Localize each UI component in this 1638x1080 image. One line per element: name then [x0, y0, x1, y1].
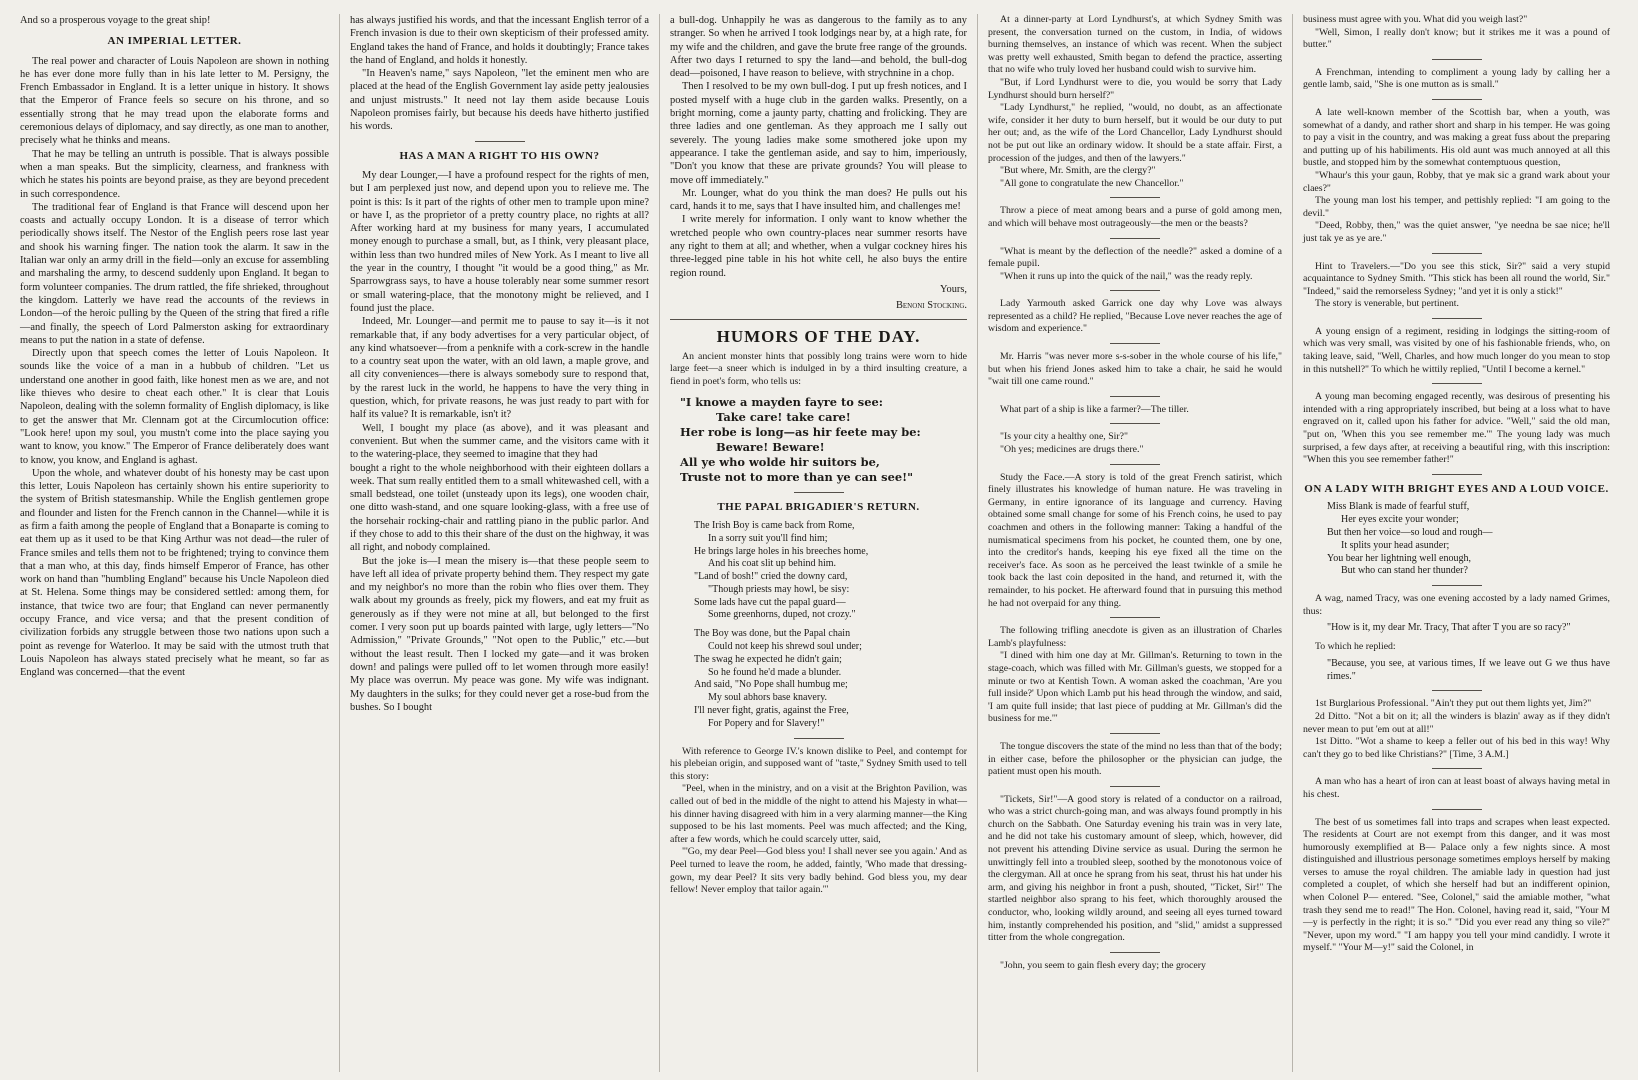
paragraph: "Tickets, Sir!"—A good story is related of a conductor on a railroad, who was a strict church-going man, and was always found promptly in his church on the Sabbath. One Saturday evening his train was in very late, and he did not take his customary amount of sleep, which, however, did not prevent his attending Divine service as usual. During the sermon he unwittingly fell into a troubled sleep, soothed by the monotonous voice of the clergyman. All at once he sprang from his seat, thrust his hat under his arm, and giving his neighbor in front a push, shouted, "Ticket, Sir!" The startled neighbor also sprang to his feet, which thoroughly aroused the conductor, who, looking wildly around, and seeing all eyes turned toward him, instantly comprehended his position, and "slid," amidst a suppressed titter from the whole congregation.: [988, 793, 1282, 944]
verse-line: And said, "No Pope shall humbug me;: [694, 679, 848, 691]
paragraph: I write merely for information. I only want to know whether the wretched people who own country-places near summer resorts have any right to them at all; and whether, when a vulgar cockney hires his three-legged pine table in his hot white cell, he also buys the entire region round.: [670, 214, 967, 279]
section-rule: [1432, 99, 1482, 100]
paragraph: Indeed, Mr. Lounger—and permit me to pause to say it—is it not remarkable that, if any body advertises for a very particular object, of any kind whatsoever—from a penknife with a cork-screw in the handle to a country seat upon the water, with an old lawn, a maple grove, and all city conveniences—there is always somebody sure to respond that, by the rarest luck in the world, he happens to have the very thing in question, which, for private reasons, he was just ready to part with for half its value? It is remarkable, isn't it?: [350, 316, 649, 421]
verse-line: My soul abhors base knavery.: [708, 692, 828, 704]
column-3: [660, 14, 978, 1072]
paragraph: "Whaur's this your gaun, Robby, that ye mak sic a grand wark about your claes?": [1303, 169, 1610, 194]
verse-line: In a sorry suit you'll find him;: [708, 532, 828, 544]
verse-line: For Popery and for Slavery!": [708, 717, 825, 729]
paragraph: "Oh yes; medicines are drugs there.": [1000, 444, 1144, 456]
paragraph: Directly upon that speech comes the letter of Louis Napoleon. It sounds like the voice of a man in a hubbub of children. "Let us understand one another in good faith, like honest men as we are, and not like thieves who desire to cheat each other." It is clear that Louis Napoleon, dealing with the solemn formality of English diplomacy, is like to get the answer that Mr. Clennam got at the Circumlocution office: "Look here! upon my soul, you mustn't come into the place saying you want to know, you know." The Emperor of France deliberately does want to know, you know, and England is aghast.: [20, 348, 329, 466]
verse-line: Truste not to more than ye can see!": [680, 469, 914, 484]
paragraph: Lady Yarmouth asked Garrick one day why Love was always represented as a child? He replied, "Because Love never reaches the age of wisdom and experience.": [988, 298, 1282, 335]
verse-line: All ye who wolde hir suitors be,: [680, 454, 880, 469]
paragraph: My dear Lounger,—I have a profound respect for the rights of men, but I am perplexed just now, and depend upon you to relieve me. The point is this: Is it part of the rights of other men to trample upon mine? or have I, as the proprietor of a pretty country place, no rights at all? After working hard at my business for many years, I accumulated money enough to purchase a small, but, as I think, very pleasant place, within less than two hundred miles of New York. As I meant to live all the year in the country, I thought "it would be a good thing," as Mr. Sparrowgrass says, to have a house tolerably near some summer resort or small watering-place, that the monotony might be relieved, and I found just the place.: [350, 169, 649, 314]
papal-verse-stanza-2: [694, 628, 967, 730]
paragraph: Then I resolved to be my own bull-dog. I put up fresh notices, and I posted myself with a huge club in the garden walks. Presently, on a bright morning, come a jaunty party, chatting and frolicking. They are three ladies and one gentleman. As they approach me I sally out severely. The young ladies make some smothered joke upon my appearance. I take the gentleman aside, and say to him, imperiously, "Don't you know that these are private grounds? You will please to move off immediately.": [670, 81, 967, 186]
paragraph: The story is venerable, but pertinent.: [1315, 298, 1459, 310]
verse-line: The swag he expected he didn't gain;: [694, 653, 842, 665]
paragraph: A young man becoming engaged recently, was desirous of presenting his intended with a ring appropriately inscribed, but being at a loss what to have engraved on it, called upon his father for advice. "Well," said the old man, "put on, 'When this you see remember me.'" The young lady was much surprised, a few days after, at receiving a beautiful ring, with this inscription: "When this you see remember father!": [1303, 391, 1610, 466]
letter-closing: Yours,: [940, 283, 967, 295]
paragraph: At a dinner-party at Lord Lyndhurst's, at which Sydney Smith was present, the conversation turned on the custom, in India, of widows burning themselves, an instance of which was recent. When the subject was pretty well exhausted, Smith began to defend the practice, asserting that no wife who truly loved her husband could wish to survive him.: [988, 14, 1282, 76]
section-rule: [1432, 690, 1482, 691]
verse-line: "Though priests may howl, be sisy:: [708, 583, 850, 595]
papal-verse-stanza-1: [694, 520, 967, 622]
paragraph: A young ensign of a regiment, residing in lodgings the sitting-room of which was very small, was visited by one of his fashionable friends, who, on taking leave, said, "Well, Charles, and how much longer do you mean to stop in this nutshell?" To which he wittily replied, "Until I become a kernel.": [1303, 325, 1610, 375]
lady-bright-eyes-heading: ON A LADY WITH BRIGHT EYES AND A LOUD VOICE.: [1304, 482, 1609, 495]
section-rule: [1110, 197, 1160, 198]
paragraph: "What is meant by the deflection of the needle?" asked a domine of a female pupil.: [988, 245, 1282, 270]
blackletter-verse: [680, 395, 967, 485]
paragraph: A Frenchman, intending to compliment a young lady by calling her a gentle lamb, said, "She is one mutton as is small.": [1303, 66, 1610, 91]
verse-line: Some greenhorns, duped, not crozy.": [708, 609, 856, 621]
paragraph: has always justified his words, and that the incessant English terror of a French invasion is due to their own skepticism of their professed amity. England takes the hand of France, and holds it doubtingly; France takes the hand of England, and holds it honestly.: [350, 15, 649, 66]
paragraph: With reference to George IV.'s known dislike to Peel, and contempt for his plebeian origin, and supposed want of "taste," Sydney Smith used to tell this story:: [670, 745, 967, 782]
paragraph: "Is your city a healthy one, Sir?": [1000, 431, 1128, 443]
verse-line: "I knowe a mayden fayre to see:: [680, 394, 883, 409]
paragraph: a bull-dog. Unhappily he was as dangerous to the family as to any stranger. So when he arrived I took lodgings near by, at a high rate, for my wife and the children, and gave the brute free range of the grounds. After two days I returned to spy the land—and behold, the bull-dog dead—poisoned, I have reason to believe, with strychnine in a chop.: [670, 15, 967, 80]
section-rule: [1432, 585, 1482, 586]
verse-line: Her robe is long—as hir feete may be:: [680, 424, 921, 439]
section-rule: [1432, 383, 1482, 384]
verse-line: So he found he'd made a blunder.: [708, 666, 842, 678]
paragraph: "Because, you see, at various times, If we leave out G we thus have rimes.": [1327, 657, 1610, 682]
verse-line: The Irish Boy is came back from Rome,: [694, 519, 855, 531]
paragraph: Well, I bought my place (as above), and it was pleasant and convenient. But when the summer came, and the visitors came with it to the watering-place, they seemed to imagine that they had: [350, 422, 649, 461]
section-rule: [670, 319, 967, 320]
verse-line: But who can stand her thunder?: [1341, 565, 1468, 577]
verse-line: Her eyes excite your wonder;: [1341, 514, 1459, 526]
paragraph: "Well, Simon, I really don't know; but it strikes me it was a pound of butter.": [1303, 26, 1610, 51]
paragraph: The real power and character of Louis Napoleon are shown in nothing he has ever done more fully than in his late letter to M. Persigny, the French Embassador in England. It is a letter unique in history. It shows that the Emperor of France feels so secure on his throne, and so essentially strong that he may tread upon the elaborate forms and ceremonious delays of diplomacy, and say directly, as one man to another, precisely what he thinks and means.: [20, 55, 329, 147]
paragraph: But the joke is—I mean the misery is—that these people seem to have left all idea of private property behind them. They respect my gate and my neighbor's no more than the robin who flies over them. They walk about my grounds as freely, pick my flowers, and eat my fruit as generously as if they were not mine at all, but belonged to the first comer. I very soon put up boards painted with large, ugly letters—"No Admission," "Private Grounds," "Not open to the Public," etc.—but without the least result. Then I locked my gate—and it was broken down! and palings were pulled off to let women through more easily! My place was overrun. My peace was gone. My wife was indignant. My daughters in the sulks; for they could never get a rose-bud from the bushes. So I bought: [350, 555, 649, 713]
section-rule: [794, 738, 844, 739]
section-rule: [1432, 768, 1482, 769]
section-rule: [794, 492, 844, 493]
verse-line: Could not keep his shrewd soul under;: [708, 641, 862, 653]
paragraph: The following trifling anecdote is given as an illustration of Charles Lamb's playfulness:: [988, 625, 1282, 649]
paragraph: 2d Ditto. "Not a bit on it; all the winders is blazin' away as if they didn't never mean to put 'em out at all!": [1303, 710, 1610, 735]
paragraph: A wag, named Tracy, was one evening accosted by a lady named Grimes, thus:: [1303, 593, 1610, 617]
paragraph: "How is it, my dear Mr. Tracy, That after T you are so racy?": [1327, 622, 1571, 634]
paragraph: The traditional fear of England is that France will descend upon her coasts and actually occupy London. It is a disease of terror which periodically shows itself. The Nestor of the English peers rose last year and shook his warning finger. The nation took the alarm. It saw in the Italian war only an army drill in the field—only an excuse for assembling and marshaling the army, to descend suddenly upon England. It began to form volunteer companies. The drum rattled, the fife shrieked, throughout the kingdom. Latterly we have read the accounts of the reviews in London—of the heroic pulling by the Queen of the string that fired a rifle—and finally, the speech of Lord Palmerston asking for extraordinary means to put the nation in a state of defense.: [20, 201, 329, 346]
paragraph: The young man lost his temper, and pettishly replied: "I am going to the devil.": [1303, 195, 1610, 219]
verse-line: But then her voice—so loud and rough—: [1327, 527, 1493, 538]
section-rule: [1110, 617, 1160, 618]
verse-line: "Land of bosh!" cried the downy card,: [694, 571, 848, 583]
paragraph: 1st Ditto. "Wot a shame to keep a feller out of his bed in this way! Why can't they go to bed like Christians?" [Time, 3 A.M.]: [1303, 736, 1610, 760]
paragraph: "But, if Lord Lyndhurst were to die, you would be sorry that Lady Lyndhurst should burn herself?": [988, 76, 1282, 101]
column-5: [1293, 14, 1620, 1072]
verse-line: I'll never fight, gratis, against the Free,: [694, 705, 849, 717]
papal-brigadier-heading: THE PAPAL BRIGADIER'S RETURN.: [717, 500, 920, 513]
section-rule: [1432, 474, 1482, 475]
column-2: [340, 14, 660, 1072]
section-rule: [1432, 253, 1482, 254]
paragraph: "Peel, when in the ministry, and on a visit at the Brighton Pavilion, was called out of bed in the middle of the night to attend his Majesty in what—his dinner having disagreed with him in a very alarming manner—the King supposed to be his last moments. Peel was much affected; and the King, after a few words, which he could scarcely utter, said,: [670, 783, 967, 845]
section-rule: [1110, 464, 1160, 465]
right-to-his-own-heading: HAS A MAN A RIGHT TO HIS OWN?: [399, 149, 600, 162]
paragraph: That he may be telling an untruth is possible. That is always possible when a man speaks. But the simplicity, clearness, and frankness with which he states his points are beyond praise, as they are beyond precedent in such correspondence.: [20, 148, 329, 200]
paragraph: "All gone to congratulate the new Chancellor.": [1000, 177, 1184, 189]
section-rule: [1110, 952, 1160, 953]
paragraph: business must agree with you. What did you weigh last?": [1303, 14, 1528, 25]
verse-line: The Boy was done, but the Papal chain: [694, 628, 851, 640]
paragraph: bought a right to the whole neighborhood with their eighteen dollars a week. That sum really entitled them to a small whitewashed cell, with a small bedstead, one toilet (unsteady upon its legs), one wooden chair, one ditto wash-stand, and one square looking-glass, with a free use of the horsehair rocking-chair and rattling piano in the public parlor. And if they chose to add to this their share of the dust on the highway, it was all right, and nobody complained.: [350, 462, 649, 554]
paragraph: The best of us sometimes fall into traps and scrapes when least expected. The residents at Court are not exempt from this danger, and it was most humorously exemplified at B— Palace only a few nights since. A most distinguished and illustrious personage sometimes employs herself by making verses to amuse the royal children. The amiable lady in question had just completed a couplet, of which she herself had but an indifferent opinion, when Colonel P— entered. "See, Colonel," said the amiable mother, "what trash they send me to read!" The Hon. Colonel, having read it, said, "Your M—y is perfectly in the right; it is so." "Did you ever read any thing so vile?" "Never, upon my word." "I am happy you tell your mind candidly. I wrote it myself." "Your M—y!" said the Colonel, in: [1303, 816, 1610, 954]
verse-line: Miss Blank is made of fearful stuff,: [1327, 501, 1470, 513]
section-rule: [1110, 786, 1160, 787]
section-rule: [1110, 238, 1160, 239]
verse-line: Beware! Beware!: [716, 439, 825, 454]
paragraph: "But where, Mr. Smith, are the clergy?": [1000, 165, 1156, 177]
verse-line: You bear her lightning well enough,: [1327, 552, 1471, 564]
section-rule: [475, 141, 525, 142]
paragraph: To which he replied:: [1315, 641, 1396, 653]
humors-of-the-day-heading: HUMORS OF THE DAY.: [716, 326, 921, 346]
paragraph: A man who has a heart of iron can at least boast of always having metal in his chest.: [1303, 776, 1610, 800]
column-4: [978, 14, 1293, 1072]
section-rule: [1432, 59, 1482, 60]
paragraph: 1st Burglarious Professional. "Ain't they put out them lights yet, Jim?": [1315, 698, 1592, 710]
column-1: [10, 14, 340, 1072]
section-rule: [1432, 318, 1482, 319]
paragraph: Upon the whole, and whatever doubt of his honesty may be cast upon this letter, Louis Napoleon has certainly shown his entire superiority to the system of British statesmanship. While the English gentlemen grope and flounder and listen for the French cannon in the Channel—while it is as firm a faith among the people of England that a Bonaparte is coming to eat them up as it used to be that King Arthur was not dead—the ruler of France smiles and tells them not to be frightened; trying to convince them that a man who, at this day, finds himself Emperor of France, has other work on hand than "humbling England" because his Uncle Napoleon died at St. Helena. Some things may be considered settled: among them, for instance, that twice two are four; that England can never permanently occupy France, and vice versa; and that the present condition of civilization forbids any struggle between those two nations upon such a point as revenge for Waterloo. It may be said with the utmost truth that Louis Napoleon has always stated precisely what he meant, so far as England was concerned—that the event: [20, 467, 329, 679]
paragraph: "'Go, my dear Peel—God bless you! I shall never see you again.' And as Peel turned to leave the room, he added, faintly, 'Who made that dressing-gown, my dear Peel? It sits very badly behind. God bless you, my dear fellow! Never employ that tailor again.'": [670, 846, 967, 896]
paragraph: Throw a piece of meat among bears and a purse of gold among men, and which will behave most outrageously—the men or the beasts?: [988, 205, 1282, 229]
imperial-letter-heading: AN IMPERIAL LETTER.: [107, 35, 242, 48]
verse-line: He brings large holes in his breeches home,: [694, 545, 869, 557]
section-rule: [1110, 343, 1160, 344]
paragraph: "When it runs up into the quick of the nail," was the ready reply.: [1000, 270, 1253, 282]
section-rule: [1110, 396, 1160, 397]
verse-line: It splits your head asunder;: [1341, 539, 1450, 551]
paragraph: Mr. Lounger, what do you think the man does? He pulls out his card, hands it to me, says that I have insulted him, and challenges me!: [670, 187, 967, 213]
paragraph: The tongue discovers the state of the mind no less than that of the body; in either case, before the philosopher or the physician can judge, the patient must open his mouth.: [988, 740, 1282, 778]
paragraph: Mr. Harris "was never more s-s-sober in the whole course of his life," but when his friend Jones asked him to take a chair, he said he would "wait till one came round.": [988, 351, 1282, 388]
section-rule: [1110, 733, 1160, 734]
letter-signature: Benoni Stocking.: [895, 300, 967, 312]
paragraph: Hint to Travelers.—"Do you see this stick, Sir?" said a very stupid acquaintance to Sydney Smith. "This stick has been all round the world, Sir." "Indeed," said the remorseless Sydney; "and yet it is only a stick!": [1303, 260, 1610, 297]
verse-line: Some lads have cut the papal guard—: [694, 596, 846, 608]
section-rule: [1432, 809, 1482, 810]
paragraph: "Lady Lyndhurst," he replied, "would, no doubt, as an affectionate wife, consider it her duty to burn herself, but it would be our duty to put her out; and, as the wife of the Lord Chancellor, Lady Lyndhurst should not be put out like an ordinary widow. It should be a state affair. First, a procession of the judges, and then of the lawyers.": [988, 102, 1282, 164]
section-rule: [1110, 423, 1160, 424]
paragraph: "John, you seem to gain flesh every day; the grocery: [1000, 959, 1206, 971]
lady-verse: [1327, 501, 1610, 578]
paragraph: An ancient monster hints that possibly long trains were worn to hide large feet—a sneer which is indulged in by a third insulting creature, a fiend in poet's form, who tells us:: [670, 350, 967, 388]
verse-line: Take care! take care!: [716, 409, 851, 424]
paragraph: "I dined with him one day at Mr. Gillman's. Returning to town in the stage-coach, which was filled with Mr. Gillman's guests, we stopped for a minute or two at Kentish Town. A woman asked the coachman, 'Are you full inside?' Upon which Lamb put his head through the window, and said, 'I am quite full inside; that last piece of pudding at Mr. Gillman's did the business for me.'": [988, 650, 1282, 725]
paragraph: "In Heaven's name," says Napoleon, "let the eminent men who are placed at the head of the English Government lay aside petty jealousies and unjust mistrusts." It need not lay them aside because Louis Napoleon promises fairly, but because his deeds have hitherto justified his words.: [350, 68, 649, 133]
section-rule: [1110, 290, 1160, 291]
voyage-line: And so a prosperous voyage to the great ship!: [20, 15, 211, 26]
paragraph: "Deed, Robby, then," was the quiet answer, "ye needna be sae nice; he'll just tak ye as ye are.": [1303, 220, 1610, 244]
paragraph: Study the Face.—A story is told of the great French satirist, which finely illustrates his knowledge of human nature. He was traveling in Germany, in entire ignorance of its language and currency. Having obtained some small change for some of his French coins, he used to pay coachmen and others in the following manner: Taking a handful of the numismatical specimens from his pocket, he counted them, one by one, into the creditor's hands, keeping his eye fixed all the time on the receiver's face. As soon as he perceived the least twinkle of a smile he took back the last coin deposited in the hand, and returned it, with the remainder, to his pocket. He afterward found that in pursuing this method he had not overpaid for any thing.: [988, 471, 1282, 609]
paragraph: A late well-known member of the Scottish bar, when a youth, was somewhat of a dandy, and rather short and sharp in his temper. He was going to pay a visit in the country, and was making a great fuss about the preparing and putting up of his habiliments. His old aunt was much annoyed at all this bustle, and stopped him by the somewhat contemptuous question,: [1303, 106, 1610, 169]
verse-line: And his coat slit up behind him.: [708, 558, 837, 570]
paragraph: What part of a ship is like a farmer?—The tiller.: [1000, 403, 1189, 415]
